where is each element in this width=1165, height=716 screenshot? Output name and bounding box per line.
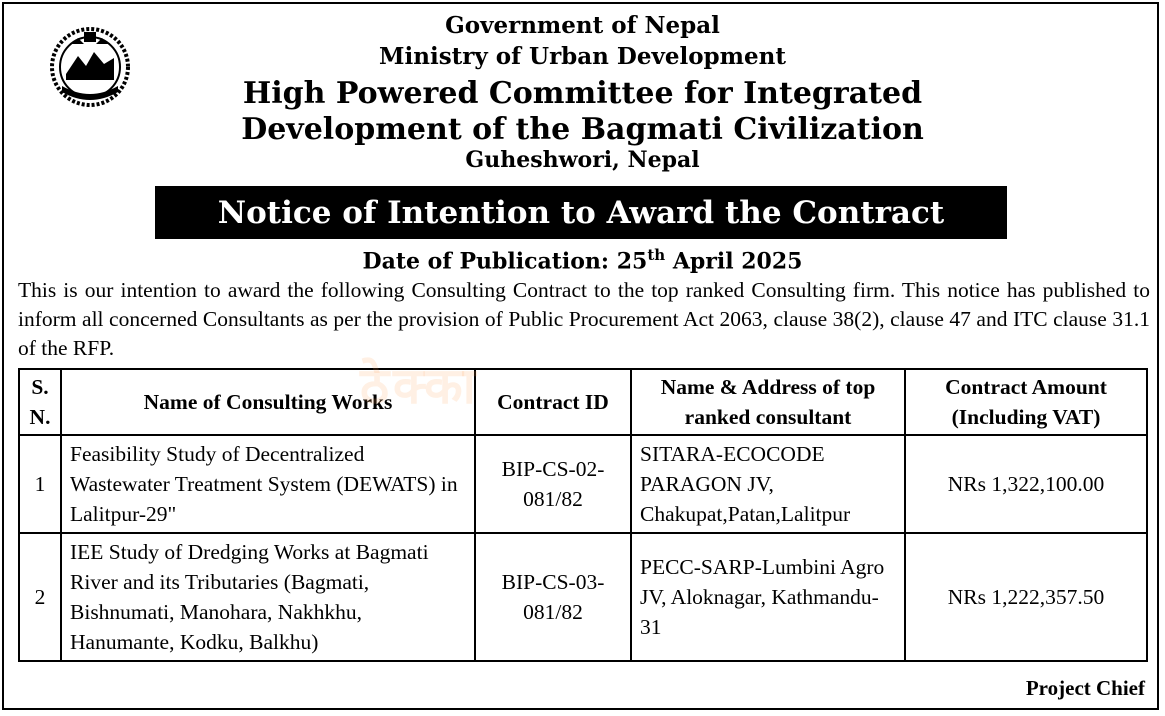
row-sn: 2 (19, 533, 61, 661)
row-contract-id: BIP-CS-03-081/82 (475, 533, 631, 661)
row-works: IEE Study of Dredging Works at Bagmati River and its Tributaries (Bagmati, Bishnumati, Manohara, Nakhkhu, Hanumante, Kodku, Balkhu) (61, 533, 475, 661)
header-sn: S. N. (19, 369, 61, 435)
row-works: Feasibility Study of Decentralized Wastewater Treatment System (DEWATS) in Lalitpur-29" (61, 435, 475, 533)
intro-paragraph: This is our intention to award the following Consulting Contract to the top ranked Consulting firm. This notice has published to inform all concerned Consultants as per the provision of Public Procurement Act 2063, clause 38(2), clause 47 and ITC clause 31.1 of the RFP. (18, 278, 1150, 360)
publication-date-suffix: th (647, 246, 666, 264)
contract-awards-table (18, 368, 1148, 662)
publication-date (150, 246, 1015, 274)
location-heading: Guheshwori, Nepal (465, 147, 700, 173)
row-amount: NRs 1,222,357.50 (905, 533, 1147, 661)
header-works: Name of Consulting Works (61, 369, 475, 435)
header-consultant: Name & Address of top ranked consultant (631, 369, 905, 435)
committee-heading-line2: Development of the Bagmati Civilization (241, 112, 924, 147)
nepal-emblem-icon (44, 24, 136, 110)
row-amount: NRs 1,322,100.00 (905, 435, 1147, 533)
signature: Project Chief (1025, 676, 1145, 700)
publication-date-rest: April 2025 (665, 248, 803, 275)
table-header-row (19, 369, 1147, 435)
watermark: ठेक्का (360, 357, 480, 415)
committee-heading-line1: High Powered Committee for Integrated (242, 76, 923, 111)
notice-title: Notice of Intention to Award the Contract (155, 186, 1007, 239)
header-amount: Contract Amount (Including VAT) (905, 369, 1147, 435)
publication-date-label: Date of Publication: 25 (362, 248, 648, 275)
row-consultant: PECC-SARP-Lumbini Agro JV, Aloknagar, Kathmandu-31 (631, 533, 905, 661)
government-heading: Government of Nepal (445, 12, 720, 39)
row-sn: 1 (19, 435, 61, 533)
table-row (19, 533, 1147, 661)
header-contract-id: Contract ID (475, 369, 631, 435)
row-contract-id: BIP-CS-02-081/82 (475, 435, 631, 533)
ministry-heading: Ministry of Urban Development (379, 43, 786, 70)
table-row (19, 435, 1147, 533)
row-consultant: SITARA-ECOCODE PARAGON JV, Chakupat,Patan,Lalitpur (631, 435, 905, 533)
